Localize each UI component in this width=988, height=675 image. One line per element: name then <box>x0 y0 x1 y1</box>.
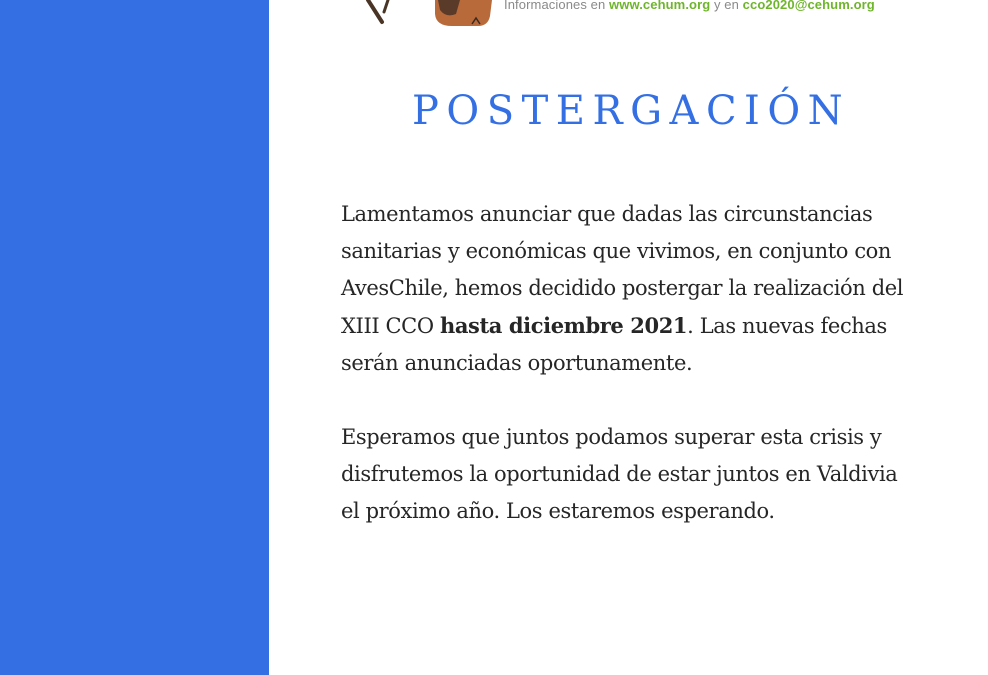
email-link[interactable]: cco2020@cehum.org <box>742 0 875 12</box>
side-color-band <box>0 0 269 675</box>
paragraph1-bold-date: hasta diciembre 2021 <box>439 313 688 338</box>
contact-info-mid: y en <box>710 0 743 12</box>
paragraph-closing: Esperamos que juntos podamos superar esta crisis y disfrutemos la oportunidad de estar juntos en Valdivia el próximo año. Los estaremos esperando. <box>341 425 898 523</box>
paragraph-postponement <box>341 196 921 382</box>
paragraph1-text: Lamentamos anunciar que dadas las circunstancias sanitarias y económicas que vivimos, en conjunto con AvesChile, hemos decidido postergar la realización del XIII CCO <box>341 202 904 338</box>
contact-info <box>504 0 875 12</box>
website-link[interactable]: www.cehum.org <box>609 0 711 12</box>
paragraph-spacer <box>341 382 921 419</box>
page-title: POSTERGACIÓN <box>412 88 851 134</box>
contact-info-prefix: Informaciones en <box>504 0 610 12</box>
announcement-body <box>341 196 921 530</box>
paragraph1-text-end: . Las nuevas fechas serán anunciadas oportunamente. <box>341 314 887 375</box>
